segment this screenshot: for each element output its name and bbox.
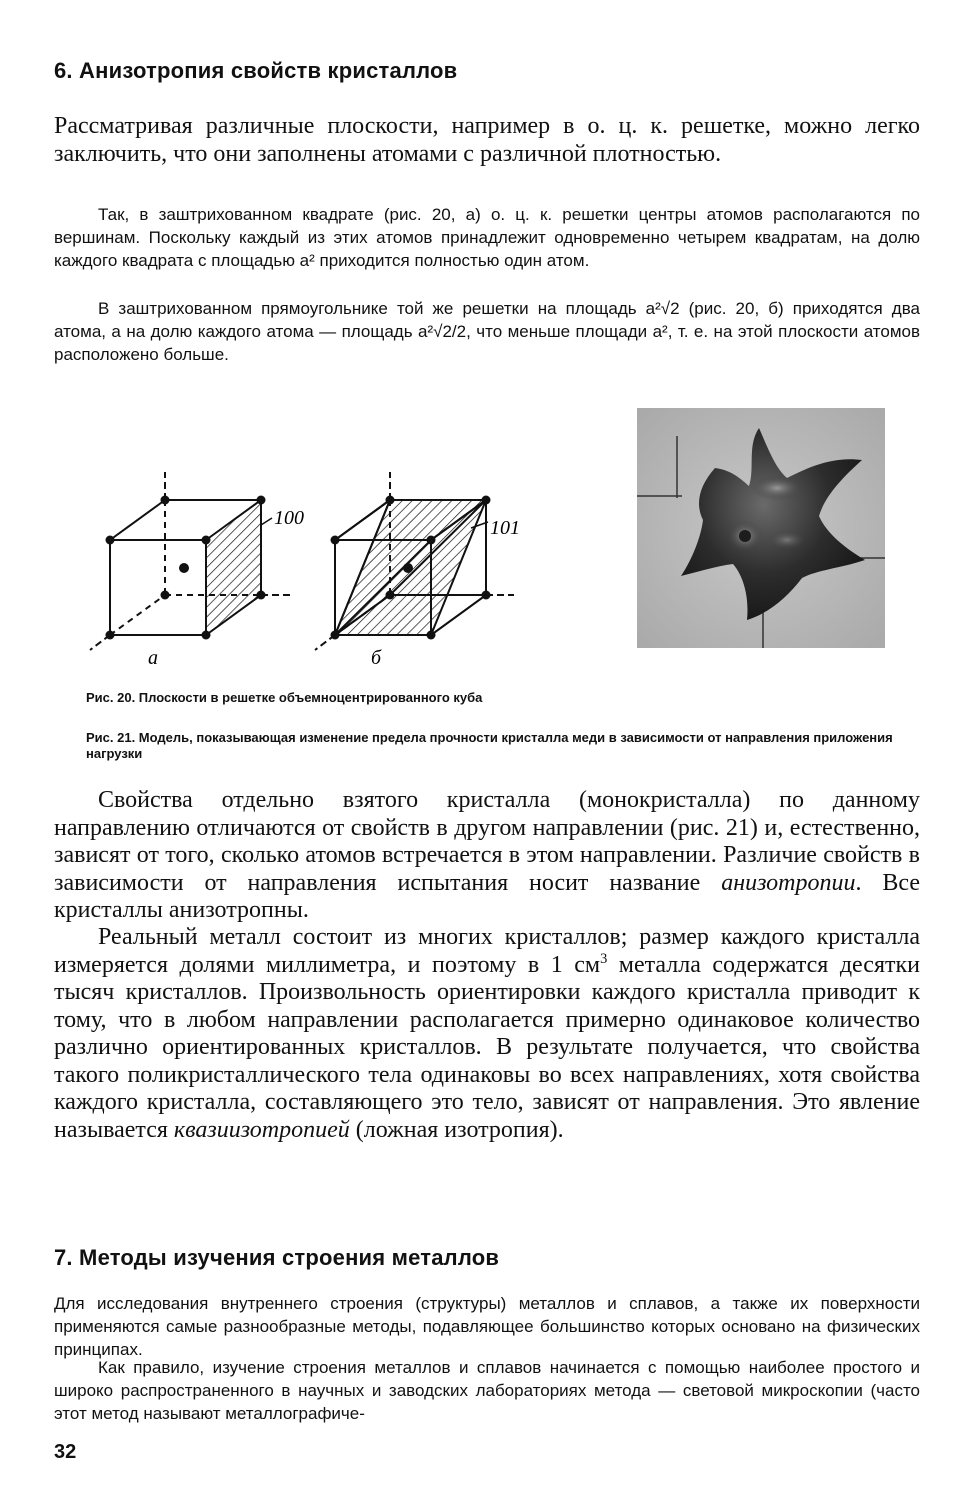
quasi-text-end: (ложная изотропия). <box>349 1116 564 1143</box>
body-paragraph-anisotropy <box>54 787 920 925</box>
section-7-paragraph-2: Как правило, изучение строения металлов и сплавов начинается с помощью наиболее простого и широко распространенного в научных и заводских лабораториях метода — световой микроскопии (часто этот метод называют металлографиче- <box>54 1358 920 1423</box>
anisotropy-text-start: Свойства отдельно взятого кристалла (монокристалла) по данному направлению отличаются от свойств в другом направлении (рис. 21) и, естественно, зависят от того, сколько атомов встречается в этом направлении. Различие свойств в зависимости от направления испытания носит название <box>54 787 920 896</box>
quasi-text-start: Реальный металл состоит из многих кристаллов; размер каждого кристалла измеряется долями миллиметра, и поэтому в 1 см <box>54 924 920 978</box>
cube-a <box>90 472 291 650</box>
quasi-text-middle: металла содержатся десятки тысяч кристаллов. Произвольность ориентировки каждого кристалла приводит к тому, что в любом направлении располагается примерно одинаковое количество различно ориентированных кристаллов. В результате получается, что свойства такого поликристаллического тела одинаковы во всех направлениях, хотя свойства каждого кристалла, составляющего это тело, зависят от направления. Это явление называется <box>54 951 920 1143</box>
plane-label-100: 100 <box>274 507 304 529</box>
superscript-3: 3 <box>600 950 608 967</box>
figure-20-label-a: а <box>148 647 158 669</box>
section-7-heading: 7. Методы изучения строения металлов <box>54 1245 500 1270</box>
figure-21-photo <box>637 408 885 648</box>
section-6-intro: Рассматривая различные плоскости, например в о. ц. к. решетке, можно легко заключить, что они заполнены атомами с различной плотностью. <box>54 113 920 167</box>
figure-20-diagram <box>86 460 536 675</box>
term-anisotropy: анизотропии <box>721 869 856 896</box>
figure-20-caption: Рис. 20. Плоскости в решетке объемноцентрированного куба <box>86 690 483 705</box>
body-paragraph-quasi-isotropy <box>54 924 920 1144</box>
anisotropy-text-end: . Все кристаллы анизотропны. <box>54 869 921 923</box>
section-6-paragraph-3: В заштрихованном прямоугольнике той же решетки на площадь а²√2 (рис. 20, б) приходятся два атома, а на долю каждого атома — площадь а²√2/2, что меньше площади а², т. е. на этой плоскости атомов расположено больше. <box>54 299 920 364</box>
figure-20-label-b: б <box>371 647 382 669</box>
section-6-heading: 6. Анизотропия свойств кристаллов <box>54 58 458 83</box>
plane-label-101: 101 <box>490 517 520 539</box>
section-7-paragraph-1: Для исследования внутреннего строения (структуры) металлов и сплавов, а также их поверхности применяются самые разнообразные методы, подавляющее большинство которых основано на физических принципах. <box>54 1294 920 1359</box>
term-quasi-isotropy: квазиизотропией <box>173 1116 350 1143</box>
cube-b <box>315 472 514 650</box>
page-number: 32 <box>54 1441 77 1463</box>
figure-21-caption: Рис. 21. Модель, показывающая изменение предела прочности кристалла меди в зависимости от направления приложения нагрузки <box>86 730 893 761</box>
section-6-paragraph-2: Так, в заштрихованном квадрате (рис. 20, а) о. ц. к. решетки центры атомов располагаются по вершинам. Поскольку каждый из этих атомов принадлежит одновременно четырем квадратам, на долю каждого квадрата с площадью а² приходится полностью один атом. <box>54 205 920 270</box>
